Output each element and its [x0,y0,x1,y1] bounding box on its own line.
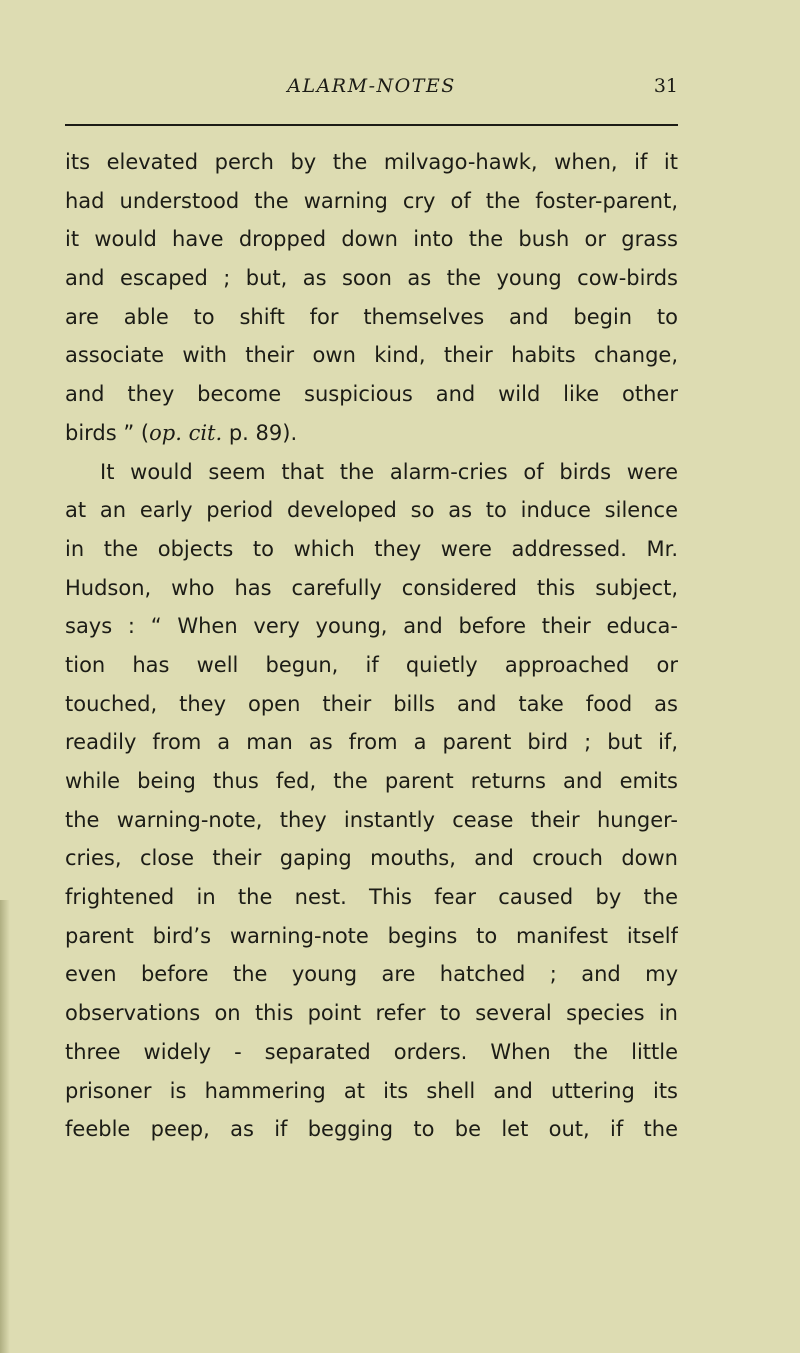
text-line: says : “ When very young, and before their educa- [65,614,678,639]
text-line: feeble peep, as if begging to be let out, if the [65,1117,678,1142]
text-line: cries, close their gaping mouths, and crouch down [65,846,678,871]
header-rule [65,124,678,126]
page-header [65,75,678,105]
text-line: three widely - separated orders. When the little [65,1039,678,1064]
text-line: and they become suspicious and wild like other [65,382,678,407]
citation-text: birds ” ( [65,420,150,445]
text-line: Hudson, who has carefully considered this subject, [65,575,678,600]
text-line: in the objects to which they were addressed. Mr. [65,536,678,561]
citation-line [65,414,678,453]
text-line: it would have dropped down into the bush or grass [65,227,678,252]
text-line: its elevated perch by the milvago-hawk, when, if it [65,150,678,174]
text-line: touched, they open their bills and take food as [65,691,678,716]
running-head: ALARM-NOTES [287,75,456,97]
text-line: and escaped ; but, as soon as the young cow-birds [65,266,678,291]
text-line: the warning-note, they instantly cease their hunger- [65,807,678,832]
text-line: are able to shift for themselves and begin to [65,304,678,329]
text-line: at an early period developed so as to induce silence [65,498,678,523]
citation-cit: cit. [188,420,223,445]
text-line: parent bird’s warning-note begins to manifest itself [65,923,678,948]
page-gutter-shadow [0,900,10,1353]
text-line: tion has well begun, if quietly approached or [65,652,678,677]
text-line: associate with their own kind, their habits change, [65,343,678,368]
text-line: readily from a man as from a parent bird ; but if, [65,730,678,755]
citation-op: op. [149,420,182,445]
text-line: observations on this point refer to several species in [65,1001,678,1026]
text-line: even before the young are hatched ; and my [65,962,678,987]
paragraph-first-line: It would seem that the alarm-cries of birds were [100,459,678,484]
citation-page: p. 89). [222,420,298,445]
body-text [65,143,678,1193]
text-line: frightened in the nest. This fear caused by the [65,885,678,910]
page-number: 31 [653,75,678,97]
text-line: while being thus fed, the parent returns and emits [65,769,678,793]
text-line: prisoner is hammering at its shell and uttering its [65,1078,678,1103]
text-line: had understood the warning cry of the foster-parent, [65,188,678,213]
